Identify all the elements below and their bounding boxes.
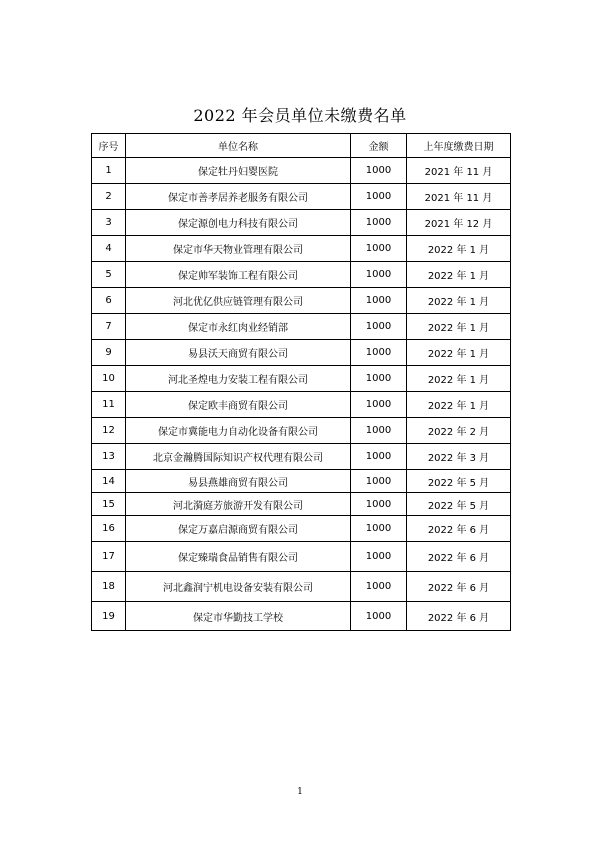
cell-company-name: 河北鑫润宁机电设备安装有限公司 xyxy=(126,572,351,602)
cell-amount: 1000 xyxy=(351,602,407,631)
cell-company-name: 保定臻瑞食品销售有限公司 xyxy=(126,542,351,572)
cell-company-name: 保定牡丹妇婴医院 xyxy=(126,158,351,184)
cell-index: 7 xyxy=(92,314,126,340)
column-header-company: 单位名称 xyxy=(126,134,351,158)
table-row xyxy=(92,572,511,602)
cell-last-payment-date: 2022 年 1 月 xyxy=(407,392,511,418)
cell-index: 19 xyxy=(92,602,126,631)
table-row xyxy=(92,366,511,392)
cell-last-payment-date: 2022 年 6 月 xyxy=(407,516,511,542)
cell-company-name: 河北漪庭芳旅游开发有限公司 xyxy=(126,493,351,516)
cell-last-payment-date: 2022 年 6 月 xyxy=(407,572,511,602)
cell-index: 18 xyxy=(92,572,126,602)
column-header-index: 序号 xyxy=(92,134,126,158)
cell-index: 3 xyxy=(92,210,126,236)
table-row xyxy=(92,340,511,366)
cell-company-name: 保定欧丰商贸有限公司 xyxy=(126,392,351,418)
cell-index: 16 xyxy=(92,516,126,542)
table-row xyxy=(92,262,511,288)
cell-amount: 1000 xyxy=(351,314,407,340)
cell-index: 1 xyxy=(92,158,126,184)
cell-company-name: 保定帅军装饰工程有限公司 xyxy=(126,262,351,288)
cell-last-payment-date: 2022 年 6 月 xyxy=(407,602,511,631)
table-body xyxy=(92,158,511,631)
cell-index: 17 xyxy=(92,542,126,572)
table-row xyxy=(92,288,511,314)
cell-index: 10 xyxy=(92,366,126,392)
cell-last-payment-date: 2022 年 1 月 xyxy=(407,366,511,392)
column-header-amount: 金额 xyxy=(351,134,407,158)
cell-last-payment-date: 2022 年 6 月 xyxy=(407,542,511,572)
unpaid-members-table xyxy=(91,133,511,631)
table-row xyxy=(92,418,511,444)
cell-amount: 1000 xyxy=(351,493,407,516)
cell-amount: 1000 xyxy=(351,366,407,392)
cell-last-payment-date: 2021 年 12 月 xyxy=(407,210,511,236)
cell-last-payment-date: 2022 年 1 月 xyxy=(407,262,511,288)
cell-index: 12 xyxy=(92,418,126,444)
table-row xyxy=(92,493,511,516)
cell-amount: 1000 xyxy=(351,542,407,572)
cell-company-name: 保定万嘉启源商贸有限公司 xyxy=(126,516,351,542)
cell-amount: 1000 xyxy=(351,262,407,288)
cell-amount: 1000 xyxy=(351,572,407,602)
cell-index: 2 xyxy=(92,184,126,210)
table-row xyxy=(92,602,511,631)
cell-company-name: 易县燕雄商贸有限公司 xyxy=(126,470,351,493)
cell-index: 15 xyxy=(92,493,126,516)
table-row xyxy=(92,236,511,262)
cell-index: 5 xyxy=(92,262,126,288)
cell-index: 6 xyxy=(92,288,126,314)
cell-amount: 1000 xyxy=(351,210,407,236)
table-header-row xyxy=(92,134,511,158)
cell-amount: 1000 xyxy=(351,418,407,444)
table-row xyxy=(92,542,511,572)
cell-last-payment-date: 2021 年 11 月 xyxy=(407,184,511,210)
cell-index: 4 xyxy=(92,236,126,262)
page-number: 1 xyxy=(297,787,303,797)
cell-amount: 1000 xyxy=(351,516,407,542)
cell-amount: 1000 xyxy=(351,392,407,418)
document-title: 2022 年会员单位未缴费名单 xyxy=(193,106,407,125)
cell-company-name: 保定市华天物业管理有限公司 xyxy=(126,236,351,262)
cell-company-name: 易县沃天商贸有限公司 xyxy=(126,340,351,366)
table-row xyxy=(92,392,511,418)
cell-amount: 1000 xyxy=(351,470,407,493)
cell-index: 13 xyxy=(92,444,126,470)
table-row xyxy=(92,470,511,493)
cell-index: 14 xyxy=(92,470,126,493)
cell-last-payment-date: 2022 年 1 月 xyxy=(407,340,511,366)
table-row xyxy=(92,444,511,470)
column-header-last-payment-date: 上年度缴费日期 xyxy=(407,134,511,158)
table-row xyxy=(92,184,511,210)
cell-last-payment-date: 2022 年 1 月 xyxy=(407,236,511,262)
table-row xyxy=(92,516,511,542)
cell-amount: 1000 xyxy=(351,184,407,210)
cell-company-name: 保定源创电力科技有限公司 xyxy=(126,210,351,236)
cell-company-name: 河北圣煌电力安装工程有限公司 xyxy=(126,366,351,392)
cell-last-payment-date: 2022 年 2 月 xyxy=(407,418,511,444)
cell-company-name: 河北优亿供应链管理有限公司 xyxy=(126,288,351,314)
cell-last-payment-date: 2022 年 3 月 xyxy=(407,444,511,470)
cell-company-name: 保定市冀能电力自动化设备有限公司 xyxy=(126,418,351,444)
cell-index: 11 xyxy=(92,392,126,418)
cell-amount: 1000 xyxy=(351,340,407,366)
table-row xyxy=(92,158,511,184)
cell-company-name: 保定市永红肉业经销部 xyxy=(126,314,351,340)
cell-index: 9 xyxy=(92,340,126,366)
table-row xyxy=(92,314,511,340)
cell-last-payment-date: 2022 年 1 月 xyxy=(407,314,511,340)
cell-last-payment-date: 2022 年 5 月 xyxy=(407,493,511,516)
cell-company-name: 北京金瀚腾国际知识产权代理有限公司 xyxy=(126,444,351,470)
cell-last-payment-date: 2022 年 5 月 xyxy=(407,470,511,493)
cell-amount: 1000 xyxy=(351,158,407,184)
cell-last-payment-date: 2022 年 1 月 xyxy=(407,288,511,314)
cell-amount: 1000 xyxy=(351,236,407,262)
table-row xyxy=(92,210,511,236)
cell-company-name: 保定市善孝居养老服务有限公司 xyxy=(126,184,351,210)
cell-amount: 1000 xyxy=(351,444,407,470)
cell-company-name: 保定市华勤技工学校 xyxy=(126,602,351,631)
cell-amount: 1000 xyxy=(351,288,407,314)
cell-last-payment-date: 2021 年 11 月 xyxy=(407,158,511,184)
